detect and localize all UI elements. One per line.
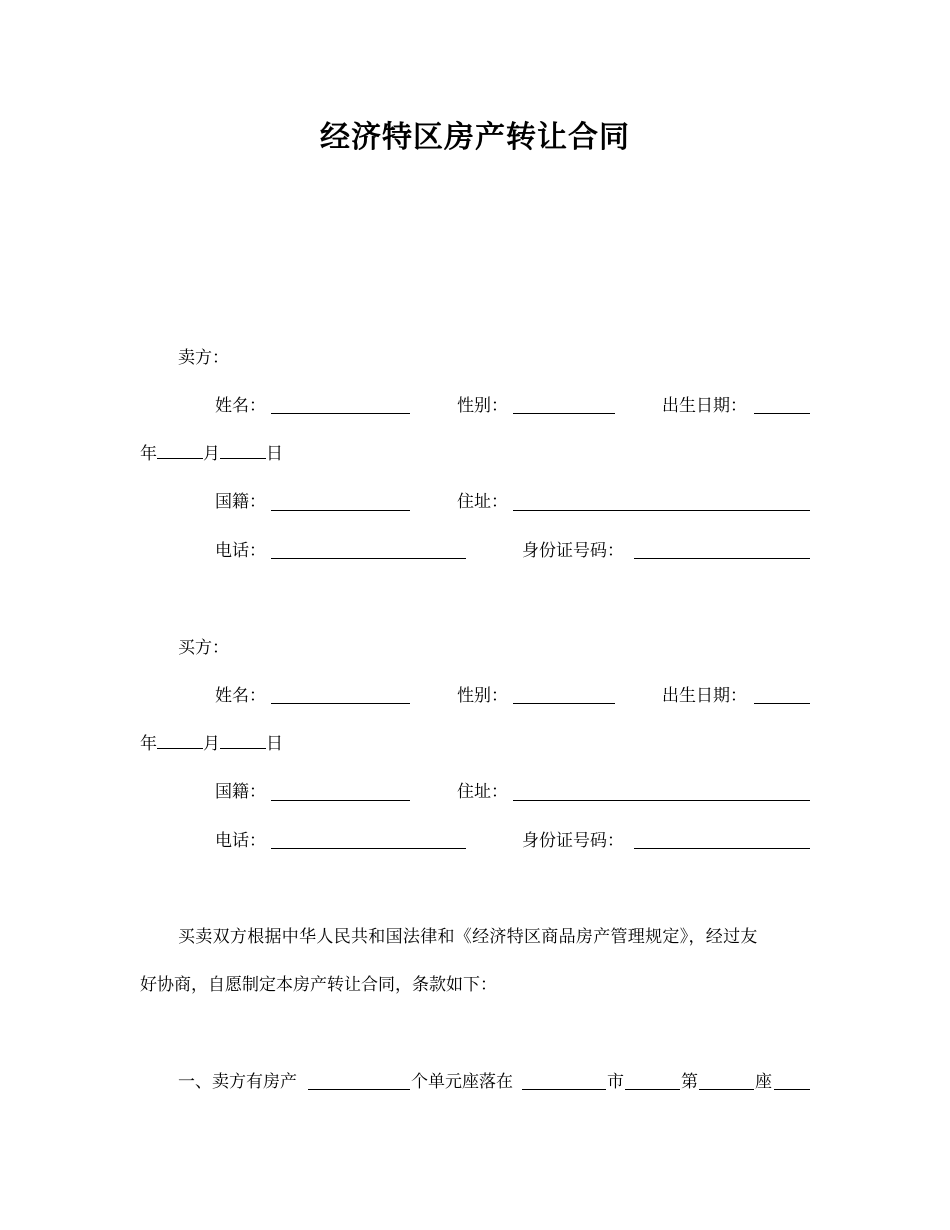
buyer-birthdate-label: 出生日期：: [662, 686, 747, 706]
seller-address-field[interactable]: [513, 510, 810, 511]
buyer-day-label: 日: [266, 734, 283, 754]
clause-1-building-field[interactable]: [699, 1089, 754, 1090]
buyer-birthdate-line: [140, 732, 283, 756]
seller-birthdate-line: [140, 442, 283, 466]
clause-1-part-5: 座: [755, 1072, 772, 1092]
buyer-name-field[interactable]: [271, 703, 410, 704]
clause-1-units-field[interactable]: [308, 1089, 410, 1090]
clause-1-part-3: 市: [607, 1072, 624, 1092]
clause-1-trailing-field[interactable]: [774, 1089, 810, 1090]
buyer-nationality-label: 国籍：: [215, 782, 266, 802]
clause-1-part-1: 一、卖方有房产: [178, 1072, 297, 1092]
buyer-phone-field[interactable]: [271, 848, 466, 849]
seller-id-label: 身份证号码：: [522, 541, 624, 561]
buyer-birth-day-field[interactable]: [220, 732, 266, 749]
clause-1-part-4: 第: [681, 1072, 698, 1092]
clause-1-part-2: 个单元座落在: [411, 1072, 513, 1092]
buyer-id-label: 身份证号码：: [522, 831, 624, 851]
seller-birthdate-label: 出生日期：: [662, 396, 747, 416]
buyer-name-label: 姓名：: [215, 686, 266, 706]
clause-1-district-field[interactable]: [625, 1089, 680, 1090]
seller-gender-field[interactable]: [513, 413, 615, 414]
buyer-address-label: 住址：: [457, 782, 508, 802]
buyer-birth-month-field[interactable]: [157, 732, 203, 749]
clause-1-city-field[interactable]: [522, 1089, 606, 1090]
seller-phone-field[interactable]: [271, 558, 466, 559]
buyer-address-field[interactable]: [513, 800, 810, 801]
seller-birth-year-field[interactable]: [754, 413, 810, 414]
seller-phone-label: 电话：: [215, 541, 266, 561]
seller-nationality-label: 国籍：: [215, 492, 266, 512]
buyer-birth-year-field[interactable]: [754, 703, 810, 704]
seller-address-label: 住址：: [457, 492, 508, 512]
document-title: 经济特区房产转让合同: [320, 120, 630, 155]
preamble-line-2: 好协商，自愿制定本房产转让合同，条款如下：: [140, 975, 497, 995]
seller-day-label: 日: [266, 444, 283, 464]
seller-gender-label: 性别：: [457, 396, 508, 416]
buyer-id-field[interactable]: [634, 848, 810, 849]
seller-heading: 卖方：: [178, 348, 229, 368]
buyer-phone-label: 电话：: [215, 831, 266, 851]
seller-id-field[interactable]: [634, 558, 810, 559]
buyer-gender-label: 性别：: [457, 686, 508, 706]
seller-year-label: 年: [140, 444, 157, 464]
seller-name-label: 姓名：: [215, 396, 266, 416]
seller-birth-day-field[interactable]: [220, 442, 266, 459]
buyer-gender-field[interactable]: [513, 703, 615, 704]
seller-birth-month-field[interactable]: [157, 442, 203, 459]
buyer-year-label: 年: [140, 734, 157, 754]
seller-name-field[interactable]: [271, 413, 410, 414]
preamble-line-1: 买卖双方根据中华人民共和国法律和《经济特区商品房产管理规定》，经过友: [178, 927, 758, 947]
buyer-heading: 买方：: [178, 638, 229, 658]
buyer-nationality-field[interactable]: [271, 800, 410, 801]
seller-nationality-field[interactable]: [271, 510, 410, 511]
buyer-month-label: 月: [203, 734, 220, 754]
seller-month-label: 月: [203, 444, 220, 464]
